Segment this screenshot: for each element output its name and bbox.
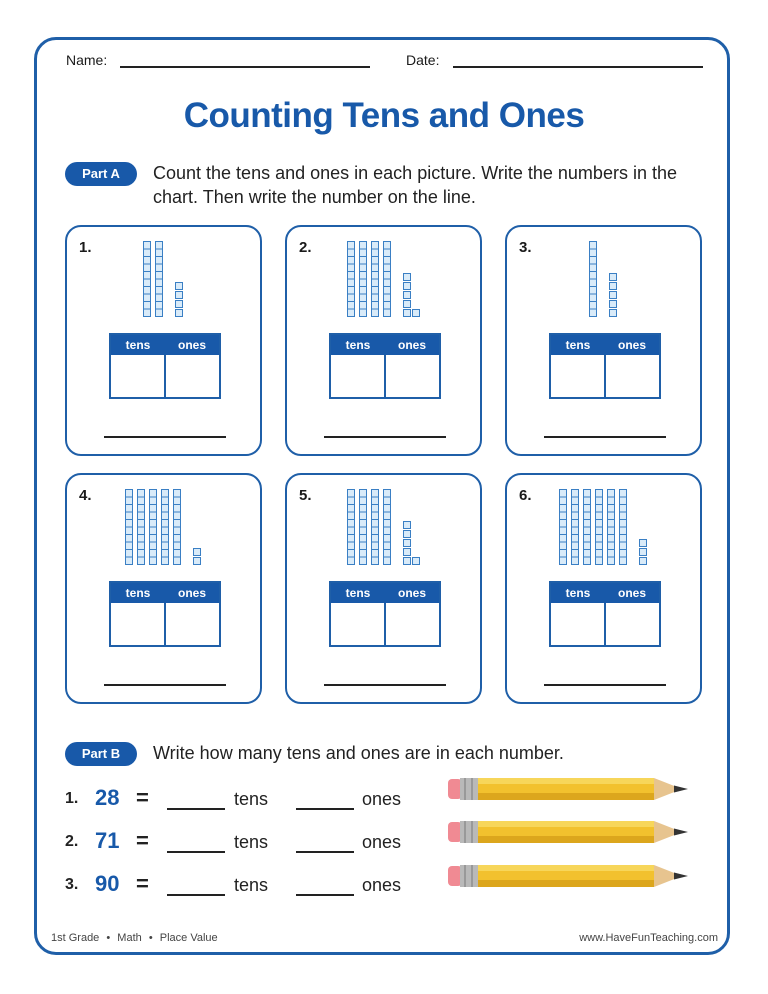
ten-rod	[583, 489, 591, 565]
page-title: Counting Tens and Ones	[183, 96, 585, 135]
problem-card	[285, 473, 482, 704]
tens-ones-chart	[549, 581, 661, 647]
ten-rod	[607, 489, 615, 565]
tens-header: tens	[345, 338, 371, 352]
problem-card	[285, 225, 482, 456]
one-cube	[403, 521, 411, 529]
tens-label: tens	[234, 832, 269, 852]
ten-rod	[359, 489, 367, 565]
one-cube	[403, 548, 411, 556]
one-cube	[412, 557, 420, 565]
tens-header: tens	[565, 338, 591, 352]
ten-rod	[155, 241, 163, 317]
ones-answer-box[interactable]	[166, 603, 219, 645]
ten-rod	[137, 489, 145, 565]
tens-header: tens	[125, 586, 151, 600]
number-answer-line[interactable]	[544, 684, 666, 686]
footer-bullet: •	[106, 932, 111, 944]
one-cube	[609, 309, 617, 317]
problem-number: 3.	[519, 239, 532, 256]
ten-rod	[149, 489, 157, 565]
one-cube	[175, 309, 183, 317]
ones-answer-box[interactable]	[606, 355, 659, 397]
one-cube	[609, 273, 617, 281]
ten-rod	[173, 489, 181, 565]
one-cube	[609, 300, 617, 308]
footer-tags	[51, 932, 218, 944]
ones-blank[interactable]	[296, 808, 354, 810]
tens-answer-box[interactable]	[331, 355, 386, 397]
problem-number: 2.	[299, 239, 312, 256]
ten-rod	[359, 241, 367, 317]
tens-ones-chart	[109, 581, 221, 647]
name-label: Name:	[66, 52, 108, 68]
ones-label: ones	[362, 832, 402, 852]
tens-answer-box[interactable]	[111, 603, 166, 645]
tens-blank[interactable]	[167, 894, 225, 896]
one-cube	[403, 300, 411, 308]
chart-header	[331, 583, 439, 603]
one-cube	[403, 291, 411, 299]
tens-answer-box[interactable]	[551, 603, 606, 645]
one-cube	[639, 557, 647, 565]
chart-header	[111, 583, 219, 603]
pencil-icon	[448, 777, 692, 801]
chart-header	[551, 335, 659, 355]
tens-ones-chart	[329, 333, 441, 399]
one-cube	[609, 282, 617, 290]
tens-ones-chart	[329, 581, 441, 647]
pencil-icon	[448, 820, 692, 844]
tens-label: tens	[234, 789, 269, 809]
target-number: 71	[95, 828, 120, 853]
one-cube	[193, 557, 201, 565]
pencil-icon	[448, 864, 692, 888]
chart-answer-row	[331, 355, 439, 397]
chart-answer-row	[331, 603, 439, 645]
base-ten-blocks	[67, 239, 260, 319]
one-cube	[175, 300, 183, 308]
base-ten-blocks	[507, 487, 700, 567]
ones-answer-box[interactable]	[386, 603, 439, 645]
one-cube	[412, 309, 420, 317]
tens-header: tens	[125, 338, 151, 352]
ten-rod	[595, 489, 603, 565]
one-cube	[403, 273, 411, 281]
row-number: 3.	[65, 876, 79, 893]
one-cube	[175, 291, 183, 299]
ones-blank[interactable]	[296, 894, 354, 896]
row-number: 2.	[65, 833, 79, 850]
name-line[interactable]	[120, 66, 370, 68]
equals-sign: =	[136, 785, 149, 810]
ones-label: ones	[362, 875, 402, 895]
ones-header: ones	[177, 586, 206, 600]
one-cube	[609, 291, 617, 299]
one-cube	[639, 548, 647, 556]
footer-subject: Math	[117, 932, 142, 944]
date-line[interactable]	[453, 66, 703, 68]
part-a-instruction: Count the tens and ones in each picture. Write the numbers in the chart. Then write the number on the line.	[153, 163, 677, 207]
problem-number: 1.	[79, 239, 92, 256]
footer-website[interactable]: www.HaveFunTeaching.com	[579, 932, 718, 944]
part-a-badge: Part A	[65, 162, 137, 186]
tens-ones-chart	[109, 333, 221, 399]
ten-rod	[383, 241, 391, 317]
base-ten-blocks	[507, 239, 700, 319]
ones-label: ones	[362, 789, 402, 809]
one-cube	[403, 309, 411, 317]
target-number: 90	[95, 871, 120, 896]
part-b-badge: Part B	[65, 742, 137, 766]
chart-header	[331, 335, 439, 355]
ten-rod	[559, 489, 567, 565]
one-cube	[193, 548, 201, 556]
ones-header: ones	[397, 586, 426, 600]
ones-header: ones	[617, 338, 646, 352]
ones-answer-box[interactable]	[606, 603, 659, 645]
equals-sign: =	[136, 828, 149, 853]
chart-answer-row	[551, 355, 659, 397]
ten-rod	[161, 489, 169, 565]
chart-answer-row	[551, 603, 659, 645]
ten-rod	[383, 489, 391, 565]
tens-header: tens	[565, 586, 591, 600]
one-cube	[403, 530, 411, 538]
ones-header: ones	[617, 586, 646, 600]
ones-blank[interactable]	[296, 851, 354, 853]
footer-grade: 1st Grade	[51, 932, 100, 944]
footer-topic: Place Value	[159, 932, 218, 944]
chart-header	[111, 335, 219, 355]
base-ten-blocks	[287, 487, 480, 567]
problem-card	[65, 473, 262, 704]
problem-number: 6.	[519, 487, 532, 504]
problem-number: 4.	[79, 487, 92, 504]
tens-answer-box[interactable]	[111, 355, 166, 397]
tens-header: tens	[345, 586, 371, 600]
number-answer-line[interactable]	[544, 436, 666, 438]
date-label: Date:	[406, 52, 440, 68]
tens-blank[interactable]	[167, 808, 225, 810]
footer-bullet: •	[148, 932, 153, 944]
tens-answer-box[interactable]	[331, 603, 386, 645]
ten-rod	[371, 489, 379, 565]
problem-card	[65, 225, 262, 456]
chart-answer-row	[111, 603, 219, 645]
ten-rod	[347, 241, 355, 317]
ones-answer-box[interactable]	[386, 355, 439, 397]
number-answer-line[interactable]	[324, 684, 446, 686]
equals-sign: =	[136, 871, 149, 896]
chart-answer-row	[111, 355, 219, 397]
number-answer-line[interactable]	[324, 436, 446, 438]
ten-rod	[589, 241, 597, 317]
tens-label: tens	[234, 875, 269, 895]
target-number: 28	[95, 785, 120, 810]
row-number: 1.	[65, 790, 79, 807]
one-cube	[403, 539, 411, 547]
problem-card	[505, 473, 702, 704]
one-cube	[403, 282, 411, 290]
one-cube	[175, 282, 183, 290]
number-answer-line[interactable]	[104, 436, 226, 438]
base-ten-blocks	[287, 239, 480, 319]
tens-blank[interactable]	[167, 851, 225, 853]
problem-number: 5.	[299, 487, 312, 504]
ten-rod	[125, 489, 133, 565]
base-ten-blocks	[67, 487, 260, 567]
ten-rod	[571, 489, 579, 565]
ones-header: ones	[397, 338, 426, 352]
ten-rod	[619, 489, 627, 565]
problem-card	[505, 225, 702, 456]
ten-rod	[347, 489, 355, 565]
ones-answer-box[interactable]	[166, 355, 219, 397]
one-cube	[639, 539, 647, 547]
one-cube	[403, 557, 411, 565]
part-b-instruction: Write how many tens and ones are in each number.	[153, 743, 564, 763]
tens-ones-chart	[549, 333, 661, 399]
number-answer-line[interactable]	[104, 684, 226, 686]
ten-rod	[371, 241, 379, 317]
chart-header	[551, 583, 659, 603]
tens-answer-box[interactable]	[551, 355, 606, 397]
ones-header: ones	[177, 338, 206, 352]
ten-rod	[143, 241, 151, 317]
